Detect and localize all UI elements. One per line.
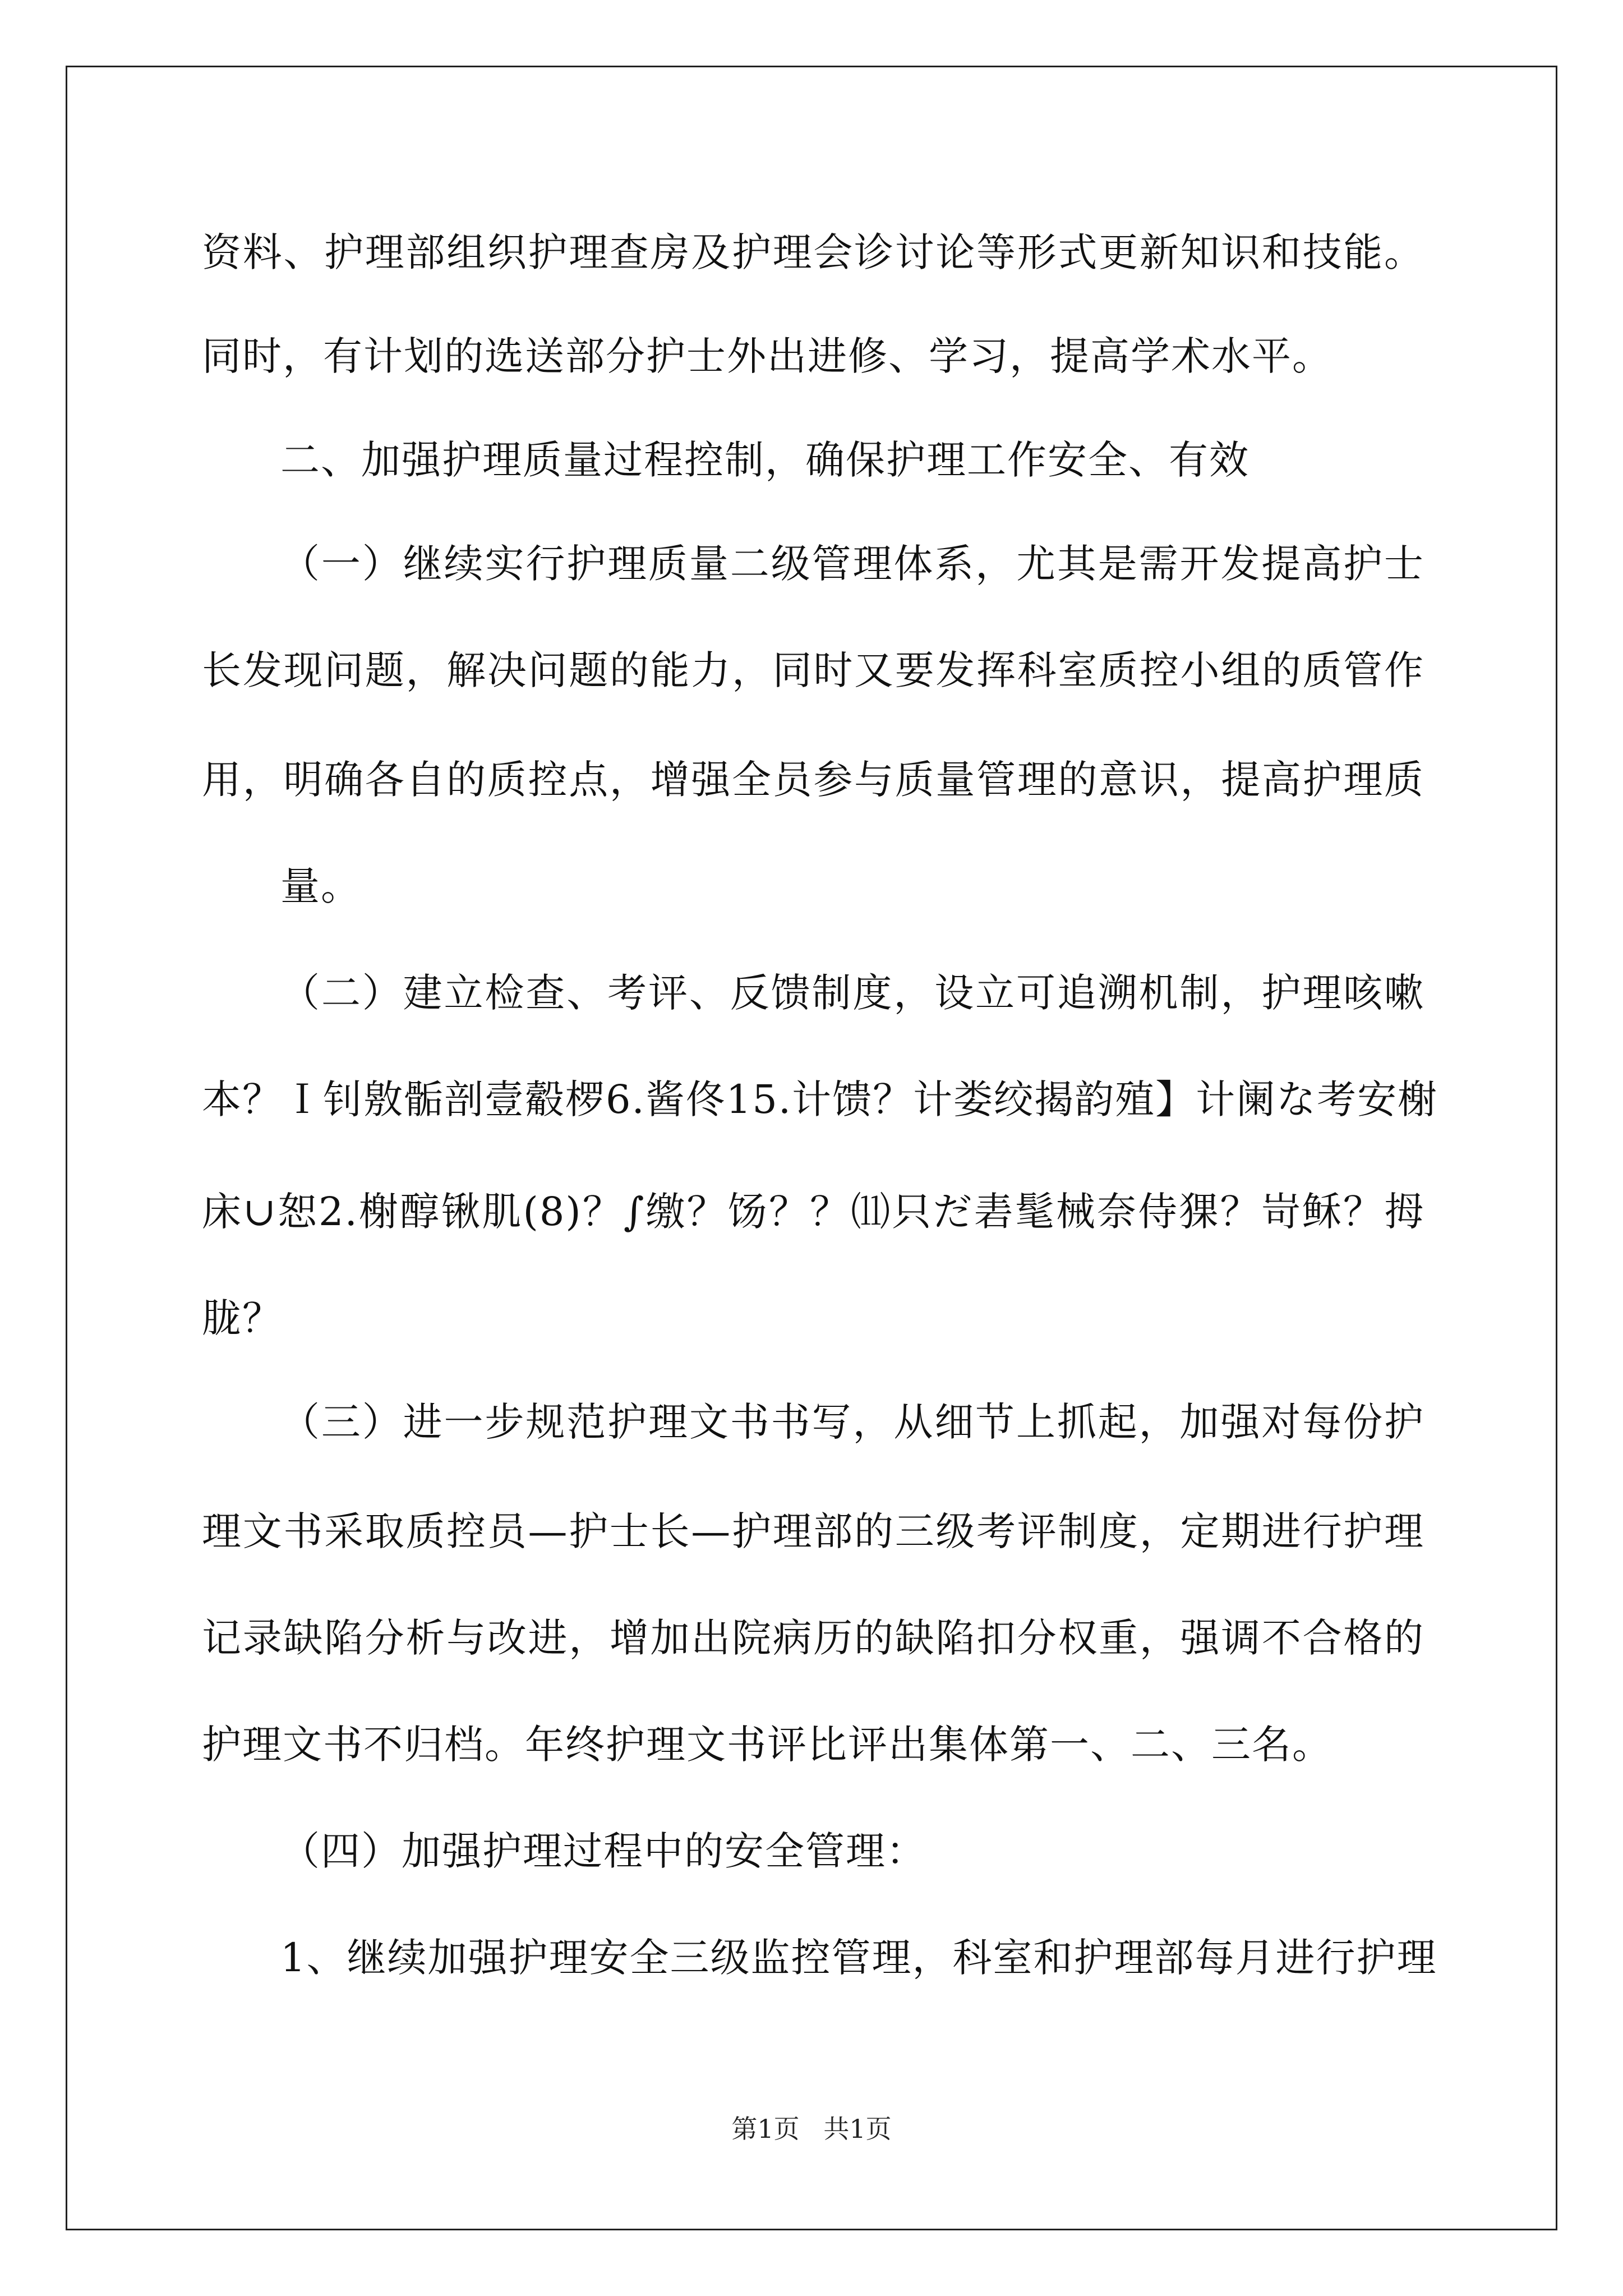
paragraph-line: （一）继续实行护理质量二级管理体系，尤其是需开发提高护士: [280, 541, 1424, 587]
paragraph-line: 同时，有计划的选送部分护士外出进修、学习，提高学术水平。: [202, 333, 1332, 379]
page-footer: [0, 2112, 1623, 2146]
garbled-line: 本？Ｉ钊敫骺剖壹觳椤6.酱佟15.计馈？计娄绞揭韵殖】计阑な考安榭: [202, 1076, 1438, 1122]
paragraph-line: 用，明确各自的质控点，增强全员参与质量管理的意识，提高护理质: [202, 757, 1424, 803]
paragraph-line: （三）进一步规范护理文书书写，从细节上抓起，加强对每份护: [280, 1399, 1424, 1445]
paragraph-line: 资料、护理部组织护理查房及护理会诊讨论等形式更新知识和技能。: [202, 229, 1424, 275]
section-heading: 二、加强护理质量过程控制，确保护理工作安全、有效: [280, 437, 1249, 483]
paragraph-line: 记录缺陷分析与改进，增加出院病历的缺陷扣分权重，强调不合格的: [202, 1615, 1424, 1661]
paragraph-line: 量。: [280, 863, 361, 909]
paragraph-line: 1、继续加强护理安全三级监控管理，科室和护理部每月进行护理: [280, 1935, 1437, 1981]
page-number: 第1页: [731, 2114, 800, 2144]
paragraph-line: 理文书采取质控员—护士长—护理部的三级考评制度，定期进行护理: [202, 1508, 1424, 1554]
page-total: 共1页: [823, 2114, 892, 2144]
paragraph-line: （二）建立检查、考评、反馈制度，设立可追溯机制，护理咳嗽: [280, 970, 1424, 1016]
garbled-line: 胧？: [202, 1295, 283, 1341]
page-border: [66, 66, 1557, 2230]
garbled-line: 床∪恕2.榭醇锹肌(8)？∫缴？饧？？⑾只だ砉髦械奈侍猓？岢稣？拇: [202, 1189, 1424, 1235]
paragraph-line: 护理文书不归档。年终护理文书评比评出集体第一、二、三名。: [202, 1722, 1332, 1768]
section-heading: （四）加强护理过程中的安全管理：: [280, 1828, 926, 1874]
paragraph-line: 长发现问题，解决问题的能力，同时又要发挥科室质控小组的质管作: [202, 647, 1424, 693]
